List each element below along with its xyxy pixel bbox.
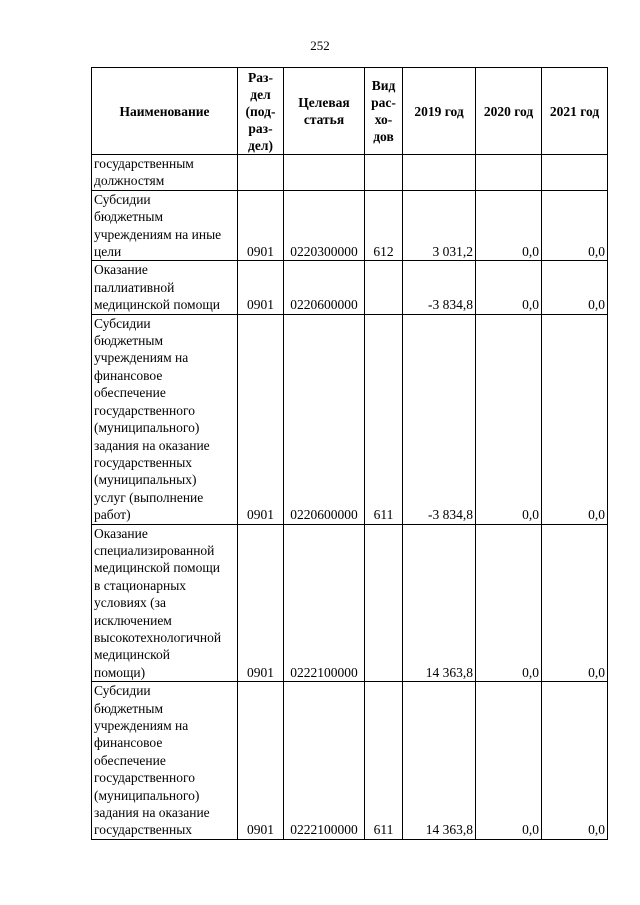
row-section: 0901 bbox=[238, 190, 284, 261]
row-2021: 0,0 bbox=[542, 261, 608, 314]
header-2020: 2020 год bbox=[476, 68, 542, 155]
row-2020 bbox=[476, 155, 542, 191]
table-row bbox=[92, 261, 608, 314]
row-2019: 14 363,8 bbox=[403, 524, 476, 682]
row-2019: 3 031,2 bbox=[403, 190, 476, 261]
row-kind: 611 bbox=[365, 314, 403, 524]
row-2021 bbox=[542, 155, 608, 191]
row-kind bbox=[365, 155, 403, 191]
row-2021: 0,0 bbox=[542, 682, 608, 840]
row-2021: 0,0 bbox=[542, 314, 608, 524]
header-name: Наименование bbox=[92, 68, 238, 155]
row-section: 0901 bbox=[238, 261, 284, 314]
header-kind: Вид рас- хо- дов bbox=[365, 68, 403, 155]
row-section: 0901 bbox=[238, 314, 284, 524]
row-name: Субсидии бюджетным учреждениям на финансовое обеспечение государственного (муниципального) задания на оказание государственных (муниципальных) услуг (выполнение работ) bbox=[92, 314, 238, 524]
row-2021: 0,0 bbox=[542, 524, 608, 682]
header-2019: 2019 год bbox=[403, 68, 476, 155]
row-section: 0901 bbox=[238, 524, 284, 682]
row-kind: 611 bbox=[365, 682, 403, 840]
row-kind: 612 bbox=[365, 190, 403, 261]
budget-table bbox=[91, 67, 608, 840]
page-number: 252 bbox=[310, 38, 330, 53]
row-2020: 0,0 bbox=[476, 261, 542, 314]
table-row bbox=[92, 524, 608, 682]
row-section: 0901 bbox=[238, 682, 284, 840]
row-name: Оказание паллиативной медицинской помощи bbox=[92, 261, 238, 314]
row-article: 0220600000 bbox=[284, 314, 365, 524]
row-article: 0220300000 bbox=[284, 190, 365, 261]
row-2019: -3 834,8 bbox=[403, 261, 476, 314]
row-2019: 14 363,8 bbox=[403, 682, 476, 840]
header-2021: 2021 год bbox=[542, 68, 608, 155]
row-article: 0220600000 bbox=[284, 261, 365, 314]
row-name: государственным должностям bbox=[92, 155, 238, 191]
row-2019 bbox=[403, 155, 476, 191]
row-section bbox=[238, 155, 284, 191]
row-article: 0222100000 bbox=[284, 524, 365, 682]
table-row bbox=[92, 190, 608, 261]
row-name: Субсидии бюджетным учреждениям на иные цели bbox=[92, 190, 238, 261]
table-row bbox=[92, 155, 608, 191]
row-article bbox=[284, 155, 365, 191]
row-name: Оказание специализированной медицинской помощи в стационарных условиях (за исключением высокотехнологичной медицинской помощи) bbox=[92, 524, 238, 682]
table-row bbox=[92, 682, 608, 840]
row-2020: 0,0 bbox=[476, 190, 542, 261]
row-2020: 0,0 bbox=[476, 524, 542, 682]
table-row bbox=[92, 314, 608, 524]
row-kind bbox=[365, 524, 403, 682]
row-name: Субсидии бюджетным учреждениям на финансовое обеспечение государственного (муниципального) задания на оказание государственных bbox=[92, 682, 238, 840]
header-row bbox=[92, 68, 608, 155]
row-article: 0222100000 bbox=[284, 682, 365, 840]
row-kind bbox=[365, 261, 403, 314]
row-2019: -3 834,8 bbox=[403, 314, 476, 524]
row-2020: 0,0 bbox=[476, 682, 542, 840]
row-2020: 0,0 bbox=[476, 314, 542, 524]
header-article: Целевая статья bbox=[284, 68, 365, 155]
row-2021: 0,0 bbox=[542, 190, 608, 261]
header-section: Раз- дел (под- раз- дел) bbox=[238, 68, 284, 155]
